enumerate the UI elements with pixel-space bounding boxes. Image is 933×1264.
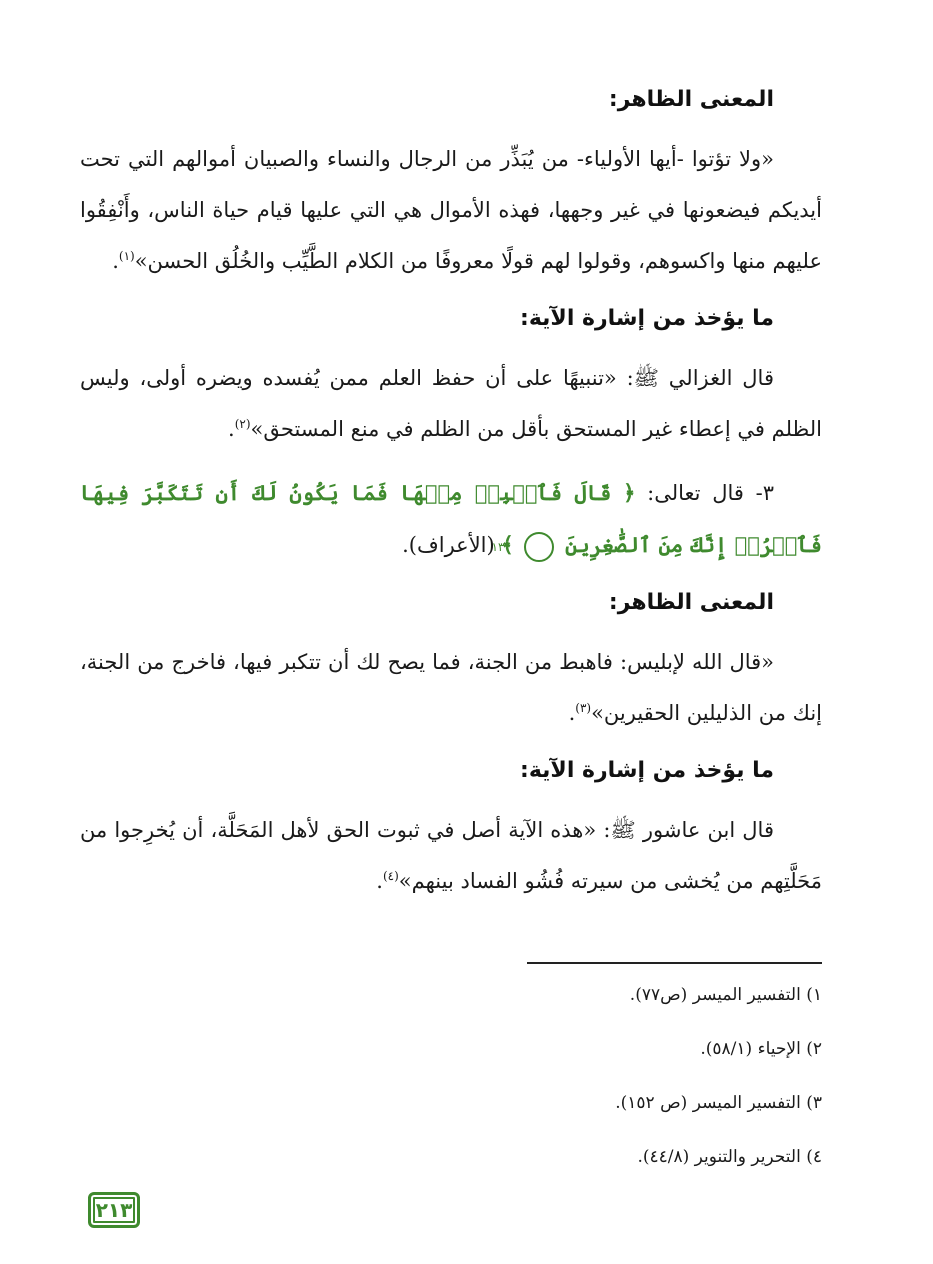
page-body	[80, 80, 822, 919]
ayah-number-marker: ١٣	[524, 532, 554, 562]
footnote-ref-2[interactable]: (٢)	[234, 417, 251, 431]
footnote-3: ٣) التفسير الميسر (ص ١٥٢).	[615, 1093, 822, 1113]
period: .	[376, 869, 383, 893]
paragraph-ibn-ashur-quote	[80, 805, 822, 907]
quran-verse: قَالَ فَٱهۡبِطۡ مِنۡهَا فَمَا يَكُونُ لَكَ أَن تَتَكَبَّرَ فِيهَا فَٱخۡرُجۡ إِنَّكَ مِنَ ٱلصَّٰغِرِينَ	[80, 480, 822, 557]
footnotes	[615, 980, 822, 1196]
paragraph-ghazali-quote	[80, 353, 822, 455]
footnote-ref-4[interactable]: (٤)	[382, 869, 399, 883]
verse-open-bracket: ﴿	[623, 480, 636, 505]
verse-paragraph	[80, 467, 822, 571]
footnote-2: ٢) الإحياء (٥٨/١).	[700, 1039, 822, 1059]
paragraph-text: «ولا تؤتوا -أيها الأولياء- من يُبَذِّر من الرجال والنساء والصبيان أموالهم التي تحت أيديكم فيضعونها في غير وجهها، فهذه الأموال هي التي عليها قيام حياة الناس، وأَنْفِقُوا عليهم منها واكسوهم، وقولوا لهم قولًا معروفًا من الكلام الطَّيِّب والخُلُق الحسن»	[80, 147, 822, 273]
paragraph-apparent-meaning-2	[80, 637, 822, 739]
paragraph-text: قال الغزالي ﷺ: «تنبيهًا على أن حفظ العلم ممن يُفسده ويضره أولى، وليس الظلم في إعطاء غير المستحق بأقل من الظلم في منع المستحق»	[80, 366, 822, 441]
page-number-badge: ٢١٣	[88, 1192, 140, 1228]
surah-name: (الأعراف).	[402, 533, 495, 557]
period: .	[568, 701, 576, 725]
footnote-ref-3[interactable]: (٣)	[575, 701, 592, 715]
section-heading-apparent-meaning: المعنى الظاهر:	[608, 87, 774, 112]
section-heading-apparent-meaning-2: المعنى الظاهر:	[608, 590, 774, 615]
footnote-divider	[527, 962, 822, 964]
paragraph-text: قال ابن عاشور ﷺ: «هذه الآية أصل في ثبوت الحق لأهل المَحَلَّة، أن يُخرِجوا من مَحَلَّتِهم من يُخشى من سيرته فُشُو الفساد بينهم»	[80, 818, 822, 893]
period: .	[112, 249, 119, 273]
period: .	[228, 417, 235, 441]
section-heading-indication-2: ما يؤخذ من إشارة الآية:	[520, 758, 774, 783]
paragraph-text: «قال الله لإبليس: فاهبط من الجنة، فما يصح لك أن تتكبر فيها، فاخرج من الجنة، إنك من الذليلين الحقيرين»	[80, 650, 822, 725]
verse-close-bracket: ﴾	[501, 532, 514, 557]
paragraph-apparent-meaning	[80, 134, 822, 287]
footnote-1: ١) التفسير الميسر (ص٧٧).	[629, 985, 822, 1005]
section-heading-indication: ما يؤخذ من إشارة الآية:	[520, 306, 774, 331]
footnote-ref-1[interactable]: (١)	[118, 249, 135, 263]
footnote-4: ٤) التحرير والتنوير (٤٤/٨).	[637, 1147, 822, 1167]
verse-intro: ٣- قال تعالى:	[647, 481, 774, 505]
